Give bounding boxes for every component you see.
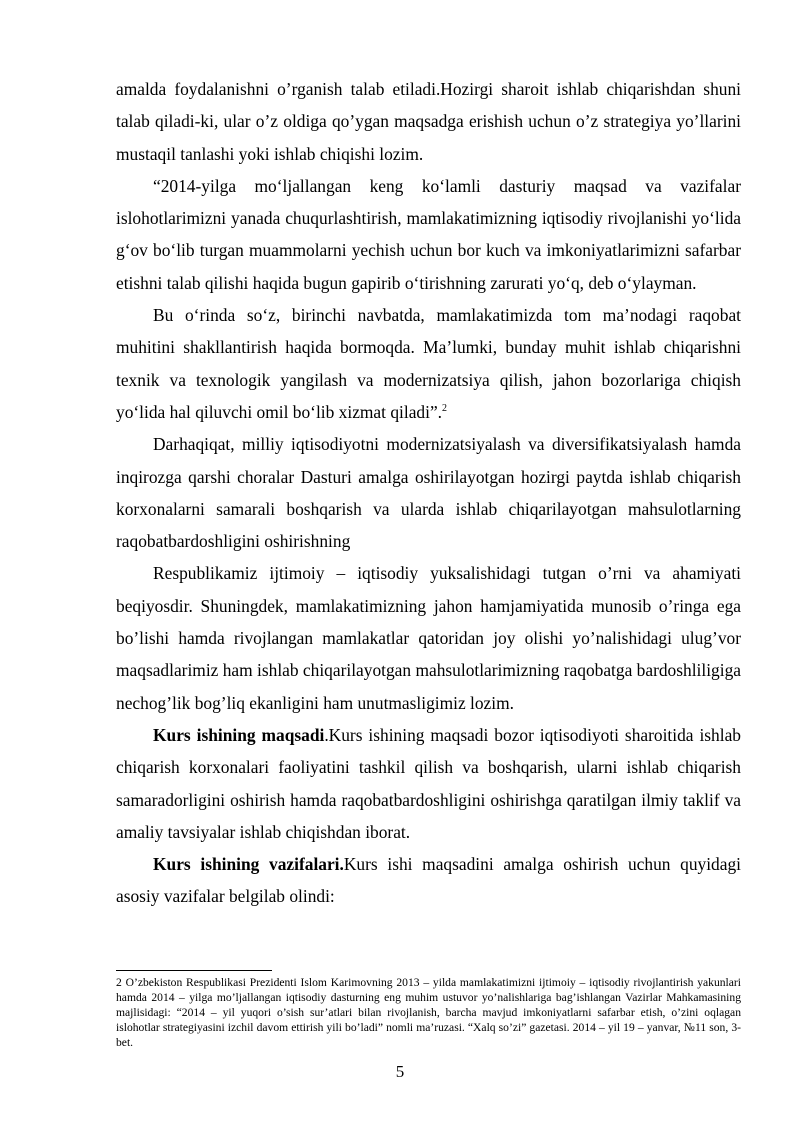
paragraph-3-text: Bu o‘rinda so‘z, birinchi navbatda, mamlakatimizda tom ma’nodagi raqobat muhitini shakllantirish haqida bormoqda. Ma’lumki, bunday muhit ishlab chiqarishni texnik va texnologik yangilash va modernizatsiya qilish, jahon bozorlariga chiqish yo‘lida hal qiluvchi omil bo‘lib xizmat qiladi”. [116, 305, 741, 422]
paragraph-6-text: .Kurs ishining maqsadi bozor iqtisodiyoti sharoitida ishlab chiqarish korxonalari faoliyatini tashkil qilish va boshqarish, ularni ishlab chiqarish samaradorligini oshirish hamda raqobatbardoshligini oshirishga qaratilgan ilmiy taklif va amaliy tavsiyalar ishlab chiqishdan iborat. [116, 724, 741, 842]
footnote-reference[interactable]: 2 [442, 403, 448, 415]
paragraph-5 [116, 557, 741, 718]
paragraph-7 [116, 848, 741, 913]
paragraph-6-heading: Kurs ishining maqsadi [153, 724, 325, 745]
paragraph-2-text: “2014-yilga mo‘ljallangan keng ko‘lamli dasturiy maqsad va vazifalar islohotlarimizni yanada chuqurlashtirish, mamlakatimizning iqtisodiy rivojlanishi yo‘lida g‘ov bo‘lib turgan muammolarni yechish uchun bor kuch va imkoniyatlarimizni safarbar etishni talab qilishi haqida bugun gapirib o‘tirishning zarurati yo‘q, deb o‘ylayman. [116, 175, 741, 293]
paragraph-7-heading: Kurs ishining vazifalari. [153, 854, 344, 875]
paragraph-7-text: Kurs ishi maqsadini amalga oshirish uchun quyidagi asosiy vazifalar belgilab olindi: [116, 854, 741, 907]
paragraph-4 [116, 428, 741, 557]
paragraph-2 [116, 170, 741, 299]
page-number: 5 [395, 1062, 405, 1081]
footnote: 2 O’zbekiston Respublikasi Prezidenti Islom Karimovning 2013 – yilda mamlakatimizni ijtimoiy – iqtisodiy rivojlantirish yakunlari hamda 2014 – yilga mo’ljallangan iqtisodiy dasturning eng muhim ustuvor yo’nalishlariga bag’ishlangan Vazirlar Mahkamasining majlisidagi: “2014 – yil yuqori o’sish sur’atlari bilan rivojlanish, barcha mavjud imkoniyatlarni safarbar etish, o’zini oqlagan islohotlar strategiyasini izchil davom ettirish yili bo’ladi” nomli ma’ruzasi. “Xalq so’zi” gazetasi. 2014 – yil 19 – yanvar, №11 son, 3-bet. [116, 976, 741, 1049]
body-text [116, 73, 741, 913]
footnote-separator [116, 970, 272, 971]
paragraph-3 [116, 299, 741, 428]
paragraph-4-text: Darhaqiqat, milliy iqtisodiyotni modernizatsiyalash va diversifikatsiyalash hamda inqirozga qarshi choralar Dasturi amalga oshirilayotgan hozirgi paytda ishlab chiqarish korxonalarni samarali boshqarish va ularda ishlab chiqarilayotgan mahsulotlarning raqobatbardoshligini oshirishning [116, 434, 741, 552]
paragraph-1 [116, 73, 741, 170]
paragraph-5-text: Respublikamiz ijtimoiy – iqtisodiy yuksalishidagi tutgan o’rni va ahamiyati beqiyosdir. Shuningdek, mamlakatimizning jahon hamjamiyatida munosib o’ringa ega bo’lishi hamda rivojlangan mamlakatlar qatoridan joy olishi yo’nalishidagi ulug’vor maqsadlarimiz ham ishlab chiqarilayotgan mahsulotlarimizning raqobatga bardoshliligiga nechog’lik bog’liq ekanligini ham unutmasligimiz lozim. [116, 563, 741, 713]
paragraph-6 [116, 719, 741, 848]
paragraph-1-text: amalda foydalanishni o’rganish talab etiladi.Hozirgi sharoit ishlab chiqarishdan shuni talab qiladi-ki, ular o’z oldiga qo’ygan maqsadga erishish uchun o’z strategiya yo’llarini mustaqil tanlashi yoki ishlab chiqishi lozim. [116, 79, 741, 164]
